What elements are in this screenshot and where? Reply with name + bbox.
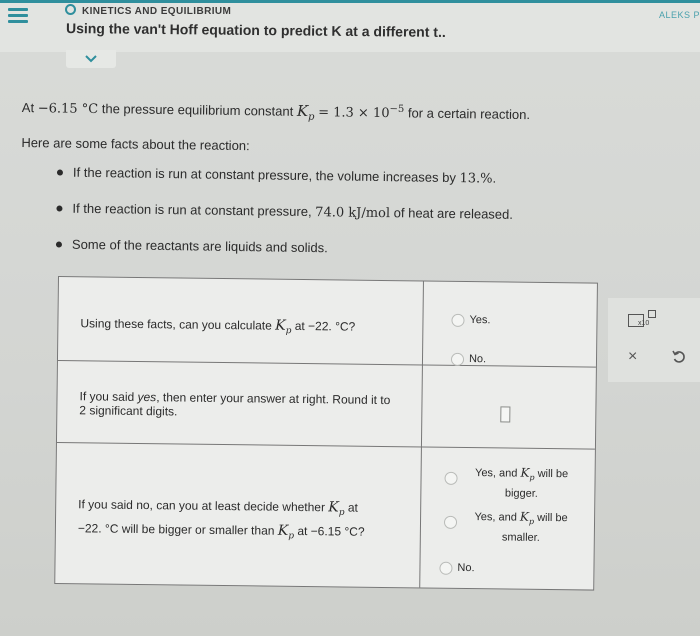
app-header	[0, 0, 700, 52]
fact-item: If the reaction is run at constant pressure, 74.0 kJ/mol of heat are released.	[72, 200, 660, 224]
exponent-box-icon	[648, 310, 656, 318]
option-no-label[interactable]: No.	[468, 353, 487, 366]
kp-symbol: K	[296, 101, 309, 120]
radio-yes[interactable]	[451, 314, 464, 327]
chevron-down-icon	[85, 55, 97, 63]
table-divider	[419, 281, 424, 587]
radio-bigger[interactable]	[444, 472, 457, 485]
brand-label: ALEKS P	[658, 10, 700, 20]
radio-no[interactable]	[451, 353, 464, 366]
problem-statement	[20, 98, 662, 280]
undo-icon	[672, 350, 686, 364]
problem-intro: At −6.15 °C the pressure equilibrium constant $K_p = 1.3 \times 10^{-5}$ for a certain reaction.	[21, 99, 531, 123]
table-divider	[57, 442, 595, 450]
question-1: Using these facts, can you calculate $K_p$ at −22. °C?	[80, 316, 356, 337]
answer-tools-panel	[608, 298, 700, 382]
fact-item: Some of the reactants are liquids and solids.	[72, 236, 660, 259]
kp-value: = 1.3 × 10	[318, 105, 390, 122]
option-yes-label[interactable]: Yes.	[469, 314, 491, 327]
option-no-3-label[interactable]: No.	[457, 561, 475, 575]
x10-label: x10	[638, 320, 650, 327]
given-temperature: −6.15 °C	[37, 101, 99, 118]
facts-list	[72, 164, 661, 259]
clear-button[interactable]: ×	[628, 348, 638, 365]
topic-status-icon	[65, 4, 76, 15]
question-3: If you said no, can you at least decide whether $K_p$ at −22. °C will be bigger or smaller than $K_p$ at −6.15 °C?	[77, 497, 365, 542]
header-accent-bar	[0, 0, 700, 3]
undo-button[interactable]	[672, 350, 686, 369]
radio-smaller[interactable]	[444, 516, 457, 529]
table-divider	[58, 360, 596, 368]
answer-table	[54, 276, 598, 591]
option-bigger-label[interactable]: Yes, and $K_p$ will be bigger.	[474, 465, 569, 501]
collapse-button[interactable]	[66, 50, 116, 68]
kp-exponent: −5	[389, 103, 405, 116]
question-2: If you said yes, then enter your answer at right. Round it to 2 significant digits.	[79, 389, 391, 419]
fact-item: If the reaction is run at constant pressure, the volume increases by 13.%.	[73, 164, 661, 188]
option-smaller-label[interactable]: Yes, and $K_p$ will be smaller.	[474, 509, 568, 545]
page-title: Using the van't Hoff equation to predict K at a different t..	[65, 20, 446, 40]
radio-no-3[interactable]	[439, 562, 452, 575]
answer-input[interactable]	[500, 406, 510, 422]
facts-heading: Here are some facts about the reaction:	[21, 134, 250, 153]
topic-label: KINETICS AND EQUILIBRIUM	[82, 6, 232, 17]
menu-icon[interactable]	[8, 8, 28, 24]
